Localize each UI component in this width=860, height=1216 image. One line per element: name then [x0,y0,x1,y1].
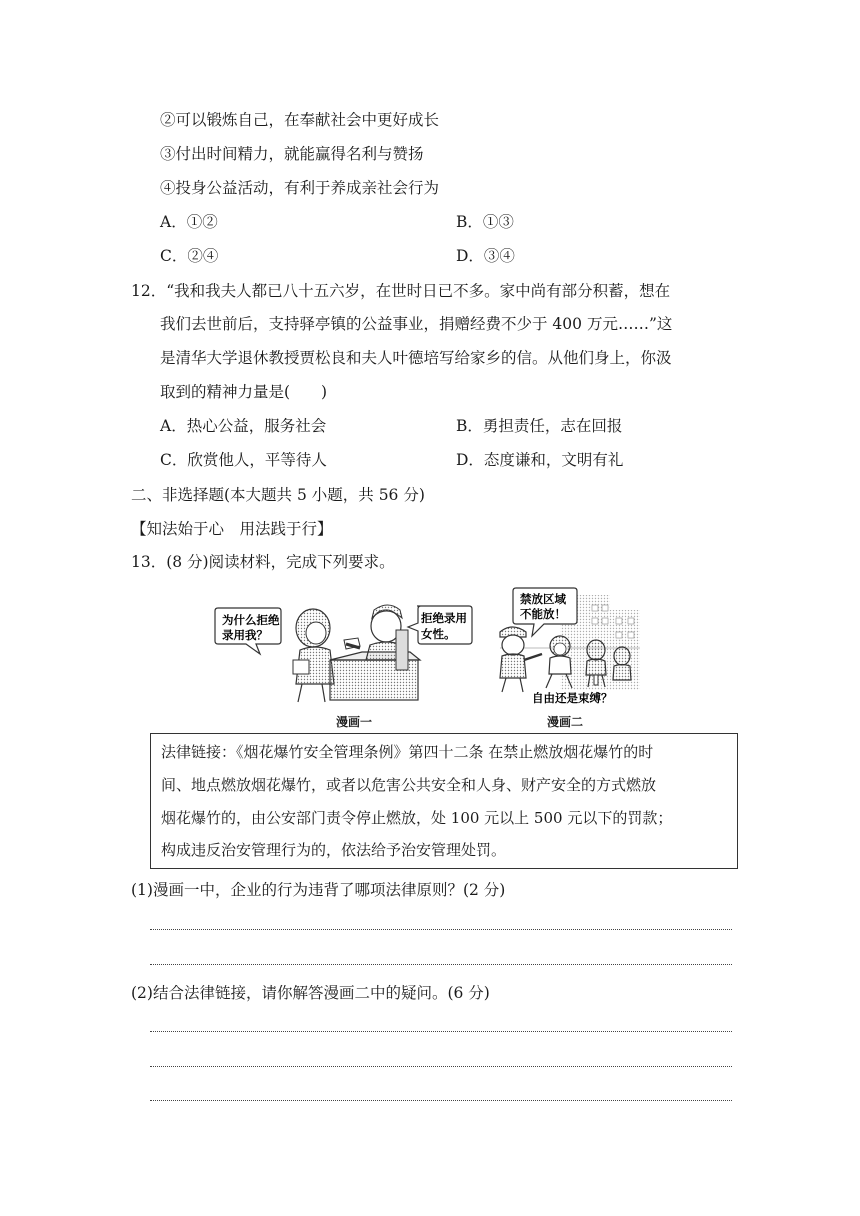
answer-line[interactable] [150,1031,732,1032]
bubble-right-line1: 拒绝录用 [421,611,467,625]
q12-line-3: 是清华大学退休教授贾松良和夫人叶德培写给家乡的信。从他们身上，你汲 [160,349,672,367]
option-4: ④投身公益活动，有利于养成亲社会行为 [160,179,440,197]
q13-intro: 13．(8 分)阅读材料，完成下列要求。 [131,553,395,571]
comic-2 [500,588,640,705]
q12-line-4: 取到的精神力量是( ) [160,383,328,401]
q11-choice-a: A．①② [160,213,218,231]
law-line-3: 烟花爆竹的，由公安部门责令停止燃放，处 100 元以上 500 元以下的罚款； [161,809,673,827]
comic2-caption: 漫画二 [547,715,584,729]
comic-1 [215,605,472,702]
law-line-2: 间、地点燃放烟花爆竹，或者以危害公共安全和人身、财产安全的方式燃放 [161,776,657,794]
bubble-left-line2: 录用我？ [222,628,268,642]
comic2-subtitle: 自由还是束缚？ [532,691,613,705]
section-heading: 二、非选择题(本大题共 5 小题，共 56 分) [131,486,425,504]
sub-question-2: (2)结合法律链接，请你解答漫画二中的疑问。(6 分) [131,984,490,1002]
bubble-left-line1: 为什么拒绝 [222,613,280,627]
answer-line[interactable] [150,964,732,965]
answer-line[interactable] [150,929,732,930]
subsection-heading: 【知法始于心 用法践于行】 [131,520,333,538]
comic1-caption: 漫画一 [336,715,373,729]
q11-choice-d: D．③④ [456,247,515,265]
sub-question-1: (1)漫画一中，企业的行为违背了哪项法律原则？(2 分) [131,881,506,899]
q12-choice-a: A．热心公益，服务社会 [160,417,327,435]
policeman-head-icon [502,635,524,655]
q12-line-2: 我们去世前后，支持驿亭镇的公益事业，捐赠经费不少于 400 万元……”这 [160,315,673,333]
q11-choice-c: C．②④ [160,247,219,265]
q12-choice-b: B．勇担责任，志在回报 [456,417,623,435]
q12-choice-d: D．态度谦和，文明有礼 [456,451,624,469]
q12-line-1: 12．“我和我夫人都已八十五六岁，在世时日已不多。家中尚有部分积蓄，想在 [131,282,671,300]
policeman-body-icon [500,654,526,678]
bubble-right-line2: 女性。 [421,627,456,641]
bubble-comic2-line2: 不能放！ [520,607,566,621]
law-link-box [150,733,738,869]
law-line-4: 构成违反治安管理行为的，依法给予治安管理处罚。 [161,841,507,859]
firecracker-icon [594,675,598,685]
option-2: ②可以锻炼自己，在奉献社会中更好成长 [160,111,440,129]
law-line-1: 法律链接：《烟花爆竹安全管理条例》第四十二条 在禁止燃放烟花爆竹的时 [161,743,654,761]
answer-line[interactable] [150,1066,732,1067]
answer-line[interactable] [150,1100,732,1101]
q11-choice-b: B．①③ [456,213,514,231]
q12-choice-c: C．欣赏他人，平等待人 [160,451,327,469]
chair-icon [396,630,408,670]
bubble-comic2-line1: 禁放区域 [520,592,566,606]
option-3: ③付出时间精力，就能赢得名利与赞扬 [160,145,424,163]
